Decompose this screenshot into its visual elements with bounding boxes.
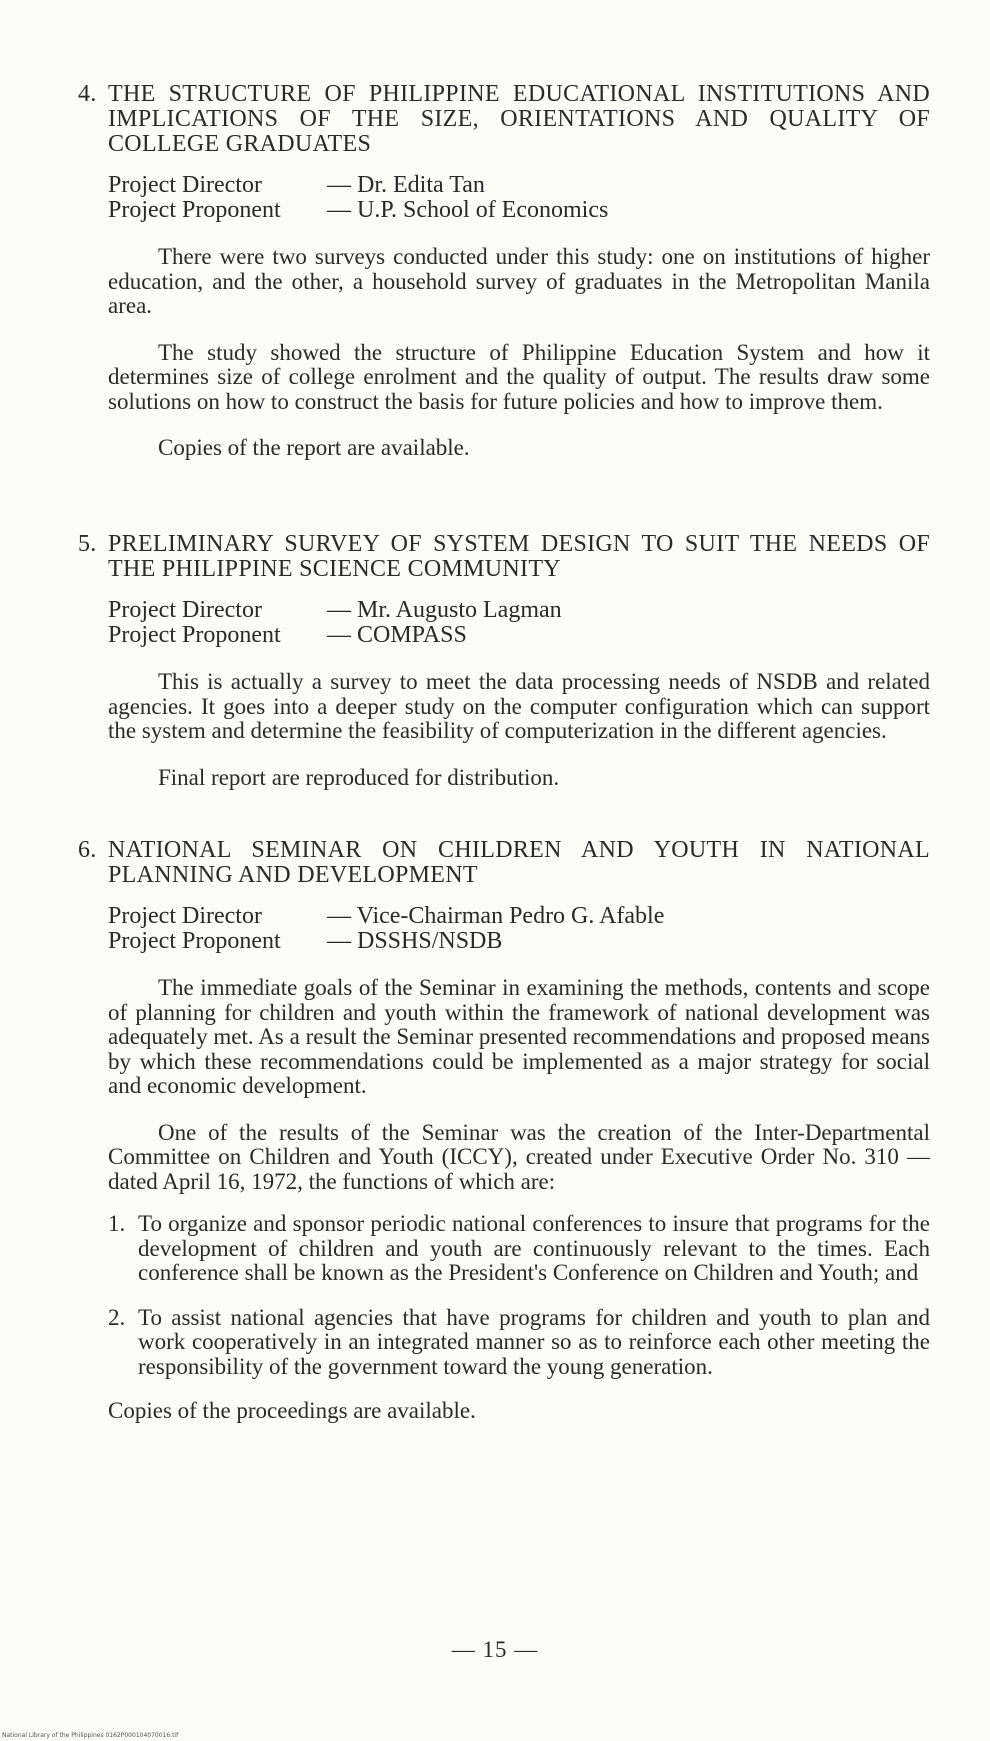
paragraph: There were two surveys conducted under this study: one on institutions of higher education, and the other, a household survey of graduates in the Metropolitan Manila area. [108, 244, 930, 318]
proponent-value: — DSSHS/NSDB [327, 928, 503, 954]
section-heading [78, 82, 930, 157]
section-number: 5. [78, 531, 97, 557]
director-row [108, 173, 930, 198]
director-value: — Vice-Chairman Pedro G. Afable [327, 903, 665, 929]
proponent-row [108, 929, 930, 954]
section-title: PRELIMINARY SURVEY OF SYSTEM DESIGN TO SUIT THE NEEDS OF THE PHILIPPINE SCIENCE COMMUNITY [108, 531, 930, 582]
functions-list [108, 1212, 930, 1379]
section-number: 6. [78, 837, 97, 863]
page-number: — 15 — [451, 1637, 539, 1662]
project-meta [108, 173, 930, 223]
list-item [108, 1306, 930, 1380]
list-text: To assist national agencies that have programs for children and youth to plan and work cooperatively in an integrated manner so as to reinforce each other meeting the responsibility of the government toward the young generation. [138, 1304, 930, 1379]
list-number: 1. [108, 1211, 126, 1236]
section-heading [78, 532, 930, 582]
proponent-label: Project Proponent [108, 622, 281, 648]
proponent-label: Project Proponent [108, 197, 281, 223]
director-row [108, 598, 930, 623]
proponent-value: — U.P. School of Economics [327, 197, 609, 223]
list-item [108, 1212, 930, 1286]
section-title: THE STRUCTURE OF PHILIPPINE EDUCATIONAL INSTITUTIONS AND IMPLICATIONS OF THE SIZE, ORIENTATIONS AND QUALITY OF COLLEGE GRADUATES [108, 81, 930, 157]
section-title: NATIONAL SEMINAR ON CHILDREN AND YOUTH IN NATIONAL PLANNING AND DEVELOPMENT [108, 837, 930, 888]
closing-note: Copies of the proceedings are available. [108, 1398, 476, 1423]
director-label: Project Director [108, 597, 262, 623]
proponent-value: — COMPASS [327, 622, 467, 648]
list-text: To organize and sponsor periodic national conferences to insure that programs for the development of children and youth are continuously relevant to the times. Each conference shall be known as the President's Conference on Children and Youth; and [138, 1211, 930, 1285]
paragraph: The study showed the structure of Philippine Education System and how it determines size of college enrolment and the quality of output. The results draw some solutions on how to construct the basis for future policies and how to improve them. [108, 339, 930, 414]
director-row [108, 904, 930, 929]
project-meta [108, 598, 930, 648]
paragraph: This is actually a survey to meet the data processing needs of NSDB and related agencies. It goes into a deeper study on the computer configuration which can support the system and determine the feasibility of computerization in the different agencies. [108, 669, 930, 743]
director-value: — Dr. Edita Tan [327, 172, 485, 198]
proponent-label: Project Proponent [108, 928, 281, 954]
project-meta [108, 904, 930, 954]
section-5 [78, 532, 930, 790]
list-number: 2. [108, 1304, 126, 1330]
section-4 [78, 82, 930, 461]
proponent-row [108, 623, 930, 648]
paragraph: Copies of the report are available. [158, 435, 470, 460]
section-6 [78, 838, 930, 1424]
proponent-row [108, 198, 930, 223]
section-number: 4. [78, 81, 97, 107]
director-label: Project Director [108, 172, 262, 198]
director-label: Project Director [108, 903, 262, 929]
section-heading [78, 838, 930, 888]
paragraph: The immediate goals of the Seminar in examining the methods, contents and scope of planning for children and youth within the framework of national development was adequately met. As a result the Seminar presented recommendations and proposed means by which these recommendations could be implemented as a major strategy for social and economic development. [108, 975, 930, 1098]
paragraph: One of the results of the Seminar was the creation of the Inter-Departmental Committee on Children and Youth (ICCY), created under Executive Order No. 310 — dated April 16, 1972, the functions of which are: [108, 1119, 930, 1194]
paragraph: Final report are reproduced for distribution. [158, 764, 560, 790]
director-value: — Mr. Augusto Lagman [327, 597, 562, 623]
archive-footer-note: National Library of the Philippines 0162P000104070016.tif [2, 1732, 179, 1739]
